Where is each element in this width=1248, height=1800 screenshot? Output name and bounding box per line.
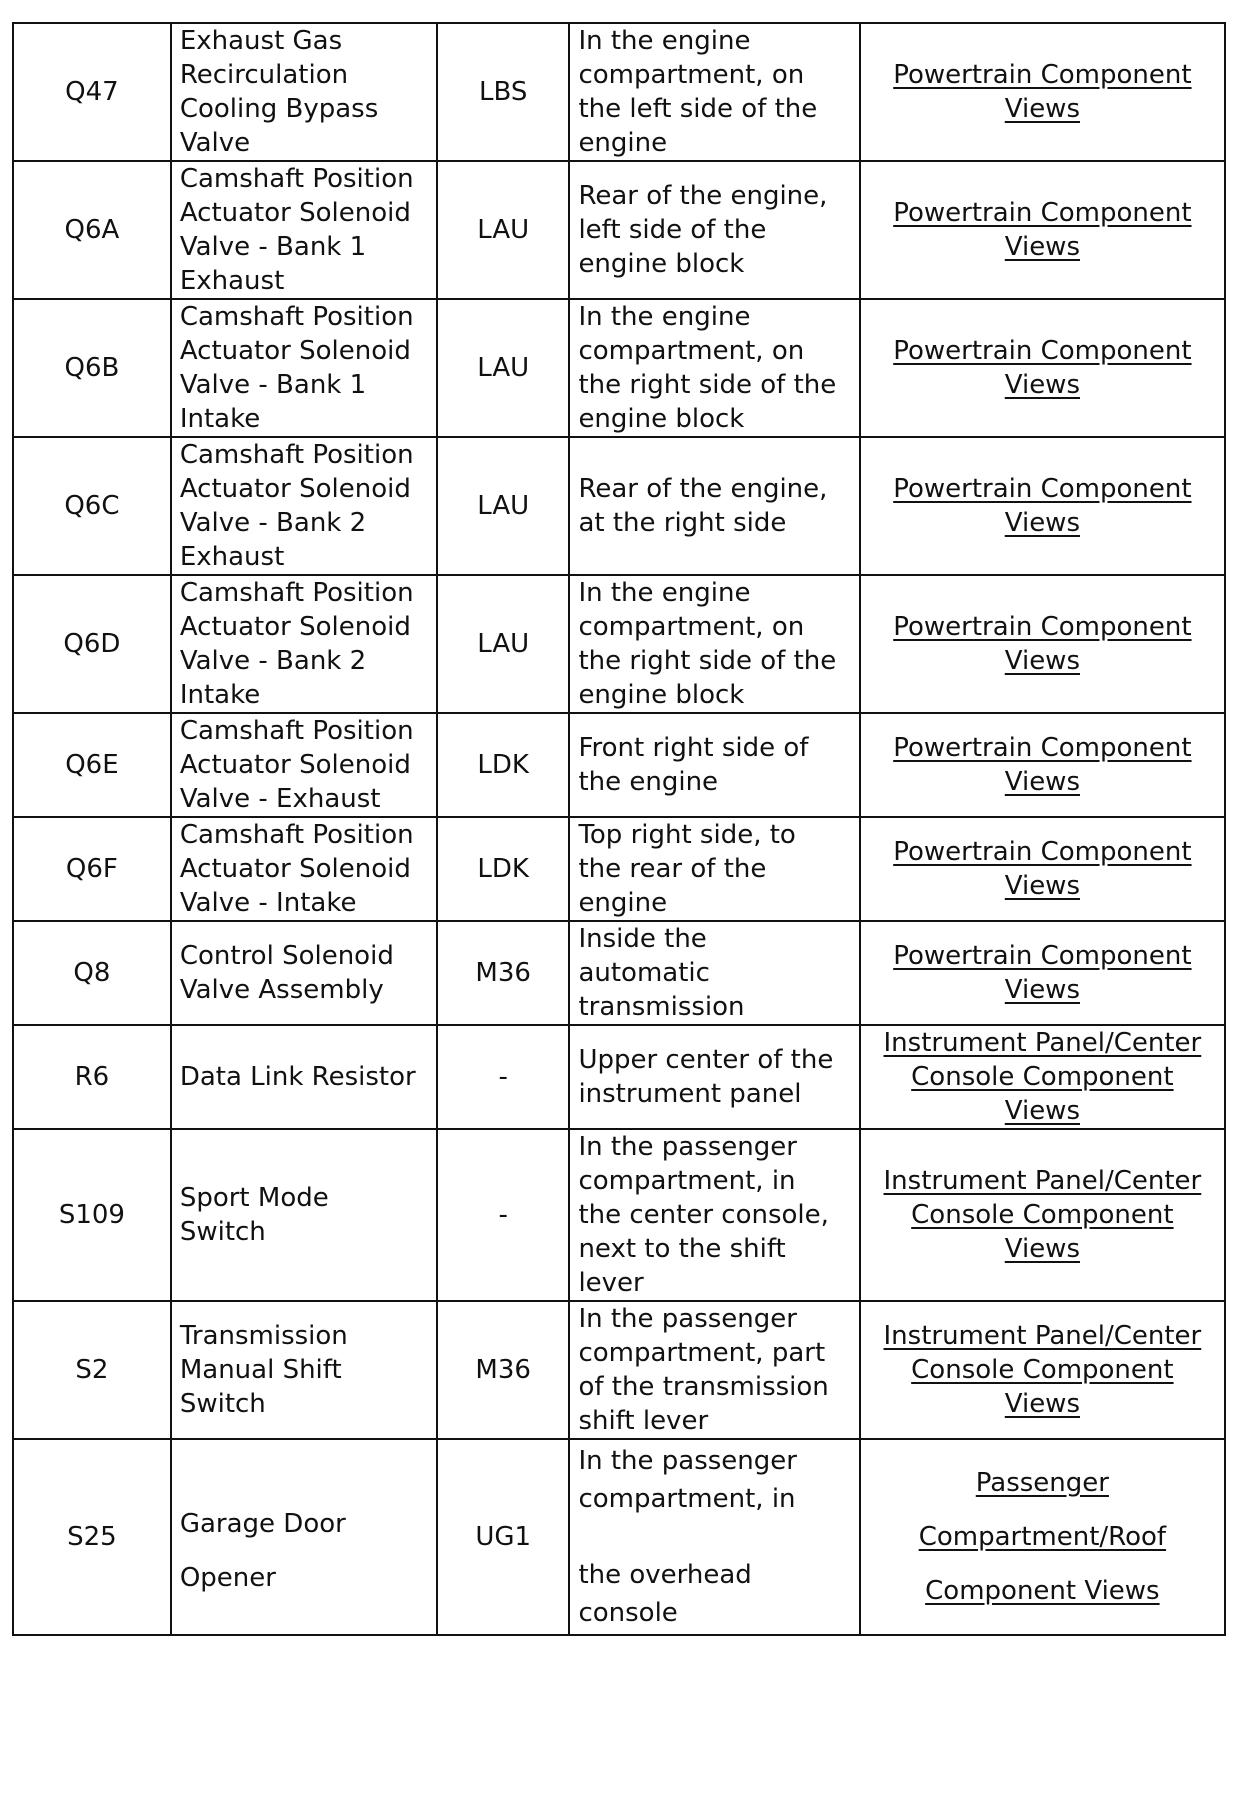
location-text: Rear of the engine, left side of the engine block (578, 181, 828, 279)
location-text: Front right side of the engine (578, 733, 809, 797)
connector-cell: M36 (437, 1301, 569, 1439)
view-cell (860, 437, 1225, 575)
component-id-cell: S109 (13, 1129, 171, 1301)
location-cell (569, 817, 859, 921)
component-view-link[interactable]: Powertrain Component Views (893, 474, 1192, 538)
location-cell (569, 161, 859, 299)
component-name: Control Solenoid Valve Assembly (179, 941, 394, 1005)
view-cell (860, 1439, 1225, 1635)
table-row (13, 1025, 1225, 1129)
connector-cell: LBS (437, 23, 569, 161)
view-cell (860, 299, 1225, 437)
component-name: Transmission Manual Shift Switch (179, 1321, 348, 1419)
component-name: Camshaft Position Actuator Solenoid Valve - Bank 2 Intake (179, 578, 414, 710)
component-view-link[interactable]: Instrument Panel/Center Console Component Views (883, 1028, 1202, 1126)
view-cell (860, 575, 1225, 713)
connector-cell: LDK (437, 713, 569, 817)
location-text: In the engine compartment, on the left side of the engine (578, 26, 818, 158)
component-locator-table (12, 22, 1226, 1636)
location-text: Top right side, to the rear of the engine (578, 820, 796, 918)
component-name: Data Link Resistor (179, 1062, 416, 1092)
location-text: Upper center of the instrument panel (578, 1045, 834, 1109)
location-cell (569, 1025, 859, 1129)
component-view-link[interactable]: Powertrain Component Views (893, 612, 1192, 676)
table-row (13, 575, 1225, 713)
view-cell (860, 1025, 1225, 1129)
table-row (13, 23, 1225, 161)
table-row (13, 299, 1225, 437)
component-name-cell (171, 1129, 437, 1301)
component-name: Camshaft Position Actuator Solenoid Valve - Intake (179, 820, 414, 918)
component-id-cell: Q6E (13, 713, 171, 817)
component-name: Sport Mode Switch (179, 1183, 329, 1247)
component-view-link[interactable]: Powertrain Component Views (893, 60, 1192, 124)
location-text: In the engine compartment, on the right side of the engine block (578, 578, 837, 710)
component-view-link[interactable]: Passenger Compartment/Roof Component Views (918, 1468, 1167, 1606)
view-cell (860, 921, 1225, 1025)
component-view-link[interactable]: Powertrain Component Views (893, 198, 1192, 262)
component-view-link[interactable]: Powertrain Component Views (893, 941, 1192, 1005)
table-row (13, 437, 1225, 575)
location-text: In the passenger compartment, in the center console, next to the shift lever (578, 1132, 829, 1298)
component-name-cell (171, 437, 437, 575)
location-text: Rear of the engine, at the right side (578, 474, 828, 538)
location-cell (569, 575, 859, 713)
view-cell (860, 23, 1225, 161)
component-id-cell: Q6A (13, 161, 171, 299)
component-id-cell: Q8 (13, 921, 171, 1025)
component-name-cell (171, 921, 437, 1025)
component-name: Exhaust Gas Recirculation Cooling Bypass Valve (179, 26, 379, 158)
table-row (13, 817, 1225, 921)
view-cell (860, 1129, 1225, 1301)
table-row (13, 1129, 1225, 1301)
component-id-cell: Q6C (13, 437, 171, 575)
location-text: In the passenger compartment, in the overhead console (578, 1446, 797, 1628)
component-name: Camshaft Position Actuator Solenoid Valve - Bank 1 Intake (179, 302, 414, 434)
component-name-cell (171, 1025, 437, 1129)
component-id-cell: Q6F (13, 817, 171, 921)
component-name: Camshaft Position Actuator Solenoid Valve - Bank 2 Exhaust (179, 440, 414, 572)
location-cell (569, 1129, 859, 1301)
component-name-cell (171, 299, 437, 437)
component-view-link[interactable]: Instrument Panel/Center Console Component Views (883, 1166, 1202, 1264)
location-text: In the engine compartment, on the right side of the engine block (578, 302, 837, 434)
location-text: Inside the automatic transmission (578, 924, 745, 1022)
component-id-cell: Q47 (13, 23, 171, 161)
location-cell (569, 1439, 859, 1635)
component-id-cell: Q6D (13, 575, 171, 713)
component-name-cell (171, 713, 437, 817)
location-cell (569, 1301, 859, 1439)
component-name-cell (171, 161, 437, 299)
component-name-cell (171, 1301, 437, 1439)
location-cell (569, 921, 859, 1025)
connector-cell: LAU (437, 161, 569, 299)
component-id-cell: Q6B (13, 299, 171, 437)
connector-cell: UG1 (437, 1439, 569, 1635)
component-name-cell (171, 1439, 437, 1635)
component-id-cell: R6 (13, 1025, 171, 1129)
location-text: In the passenger compartment, part of the transmission shift lever (578, 1304, 829, 1436)
component-name-cell (171, 23, 437, 161)
connector-cell: M36 (437, 921, 569, 1025)
connector-cell: - (437, 1129, 569, 1301)
location-cell (569, 299, 859, 437)
component-view-link[interactable]: Powertrain Component Views (893, 336, 1192, 400)
component-id-cell: S25 (13, 1439, 171, 1635)
table-row (13, 1301, 1225, 1439)
location-cell (569, 713, 859, 817)
connector-cell: LAU (437, 437, 569, 575)
component-name: Camshaft Position Actuator Solenoid Valve - Exhaust (179, 716, 414, 814)
component-name-cell (171, 575, 437, 713)
connector-cell: LAU (437, 299, 569, 437)
component-name: Camshaft Position Actuator Solenoid Valve - Bank 1 Exhaust (179, 164, 414, 296)
view-cell (860, 713, 1225, 817)
view-cell (860, 161, 1225, 299)
location-cell (569, 437, 859, 575)
component-name: Garage Door Opener (179, 1509, 346, 1593)
table-row (13, 161, 1225, 299)
connector-cell: - (437, 1025, 569, 1129)
view-cell (860, 817, 1225, 921)
view-cell (860, 1301, 1225, 1439)
connector-cell: LAU (437, 575, 569, 713)
component-view-link[interactable]: Powertrain Component Views (893, 837, 1192, 901)
component-view-link[interactable]: Powertrain Component Views (893, 733, 1192, 797)
table-row (13, 921, 1225, 1025)
table-row (13, 1439, 1225, 1635)
connector-cell: LDK (437, 817, 569, 921)
table-row (13, 713, 1225, 817)
component-view-link[interactable]: Instrument Panel/Center Console Component Views (883, 1321, 1202, 1419)
component-name-cell (171, 817, 437, 921)
location-cell (569, 23, 859, 161)
component-id-cell: S2 (13, 1301, 171, 1439)
